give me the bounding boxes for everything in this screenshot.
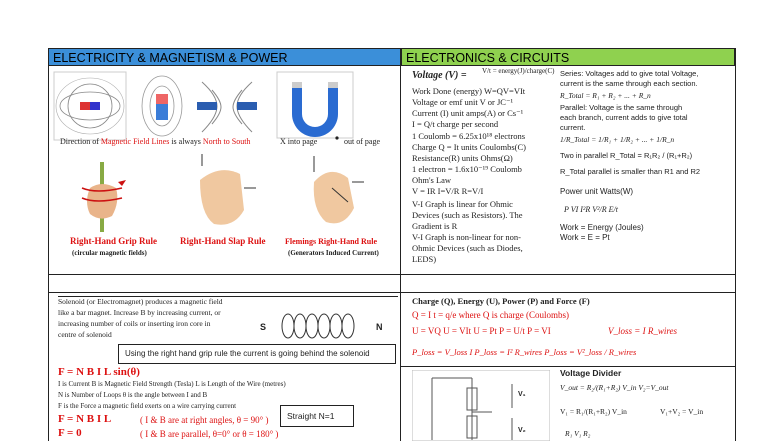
header-electronics-circuits: ELECTRONICS & CIRCUITS: [401, 48, 735, 66]
cylinder-magnet-icon: [142, 76, 182, 136]
direction-text-d: North to South: [202, 137, 251, 146]
circuit-v2-label: V₂: [518, 427, 526, 434]
direction-text-c: is always: [169, 137, 203, 146]
divider-eq-2: V₁ = R₁/(R₁+R₂) V_in: [560, 407, 627, 416]
electronics-line: V = IR I=V/R R=V/I: [412, 186, 484, 196]
electronics-line: Work Done (energy) W=QV=VIt: [412, 86, 526, 96]
solenoid-s-label: S: [260, 322, 267, 332]
electronics-line: Devices (such as Resistors). The: [412, 210, 523, 220]
electronics-line: Gradient is R: [412, 221, 458, 231]
solenoid-line: Solenoid (or Electromagnet) produces a magnetic field: [58, 297, 223, 306]
power-line: P VI I²R V²/R E/t: [564, 205, 618, 214]
electronics-line: V-I Graph is linear for Ohmic: [412, 199, 513, 209]
bar-magnet-field-icon: [54, 72, 126, 140]
solenoid-n-label: N: [376, 322, 383, 332]
series-line: R_Total = R₁ + R₂ + ... + R_n: [560, 91, 651, 100]
series-line: Series: Voltages add to give total Voltage,: [560, 69, 699, 78]
solenoid-line: like a bar magnet. Increase B by increasing current, or: [58, 308, 221, 317]
force-desc-2: N is Number of Loops θ is the angle between I and B: [58, 391, 208, 399]
series-line: 1/R_Total = 1/R₁ + 1/R₂ + ... + 1/R_n: [560, 135, 675, 144]
force-formula-2-note: ( I & B are at right angles, θ = 90° ): [140, 415, 269, 425]
solenoid-underline: [58, 296, 398, 297]
force-desc-1: I is Current B is Magnetic Field Strength (Tesla) L is Length of the Wire (metres): [58, 380, 286, 388]
divider-eq-3: V₁+V₂ = V_in: [660, 407, 704, 416]
charge-line-2: U = VQ U = VIt U = Pt P = U/t P = VI: [412, 326, 551, 336]
grid-right-border: [735, 48, 736, 441]
grip-rule-title: Right-Hand Grip Rule: [70, 236, 158, 246]
force-formula-2: F = N B I L: [58, 413, 112, 425]
out-page-caption: out of page: [344, 137, 380, 146]
electronics-line: LEDS): [412, 254, 437, 264]
electronics-line: Voltage or emf unit V or JC⁻¹: [412, 97, 514, 107]
fleming-rule-subtitle: (Generators Induced Current): [288, 249, 379, 257]
grid-row-line-2: [48, 292, 736, 293]
direction-text-a: Direction of: [60, 137, 101, 146]
fleming-hand-icon: [314, 156, 364, 223]
electronics-line: Ohm's Law: [412, 175, 452, 185]
grid-left-border: [48, 48, 49, 441]
series-line: Two in parallel R_Total = R₁R₂ / (R₁+R₂): [560, 151, 693, 160]
series-line: R_Total parallel is smaller than R1 and R2: [560, 167, 701, 176]
series-line: current is the same through each section.: [560, 79, 698, 88]
grip-rule-hand-icon: [82, 162, 126, 232]
solenoid-line: increasing number of coils or inserting iron core in: [58, 319, 211, 328]
power-line: Work = Energy (Joules): [560, 223, 644, 232]
header-electricity-magnetism: ELECTRICITY & MAGNETISM & POWER: [48, 48, 401, 66]
divider-eq-1: V_out = R₂/(R₁+R₂) V_in V₂=V_out: [560, 383, 669, 392]
slap-rule-title: Right-Hand Slap Rule: [180, 236, 266, 246]
divider-eq-4: R₁ V₁ R₂: [565, 429, 591, 438]
electronics-line: Current (I) unit amps(A) or Cs⁻¹: [412, 108, 524, 118]
fleming-rule-title: Flemings Right-Hand Rule: [285, 237, 378, 246]
electronics-line: 1 electron = 1.6x10⁻¹⁹ Coulomb: [412, 164, 522, 174]
electronics-line: V-I Graph is non-linear for non-: [412, 232, 521, 242]
power-line: Power unit Watts(W): [560, 187, 634, 196]
circuit-v1-label: V₁: [518, 391, 526, 398]
grid-row-line-1: [48, 274, 736, 275]
repelling-magnets-icon: [197, 82, 257, 132]
voltage-divider-circuit: [412, 370, 550, 441]
charge-divider-line: [401, 366, 735, 367]
electronics-line: I = Q/t charge per second: [412, 119, 499, 129]
force-formula-1: F = N B I L sin(θ): [58, 366, 140, 378]
magnet-direction-caption: [60, 136, 250, 147]
divider-title: Voltage Divider: [560, 368, 622, 378]
solenoid-coil-icon: [282, 314, 354, 338]
grip-rule-subtitle: (circular magnetic fields): [72, 249, 147, 257]
electronics-line: Charge Q = It units Coulombs(C): [412, 142, 526, 152]
into-page-caption: X into page: [280, 137, 318, 146]
series-line: Parallel: Voltage is the same through: [560, 103, 683, 112]
force-formula-3-note: ( I & B are parallel, θ=0° or θ = 180° ): [140, 429, 279, 439]
force-desc-3: F is the Force a magnetic field exerts on a wire carrying current: [58, 402, 237, 410]
solenoid-line: centre of solenoid: [58, 330, 112, 339]
voltage-fraction: V/t = energy(J)/charge(C): [482, 67, 555, 75]
series-line: each branch, current adds to give total: [560, 113, 688, 122]
electronics-line: Ohmic Devices (such as Diodes,: [412, 243, 523, 253]
out-of-page-dot-icon: [335, 136, 338, 139]
grip-rule-note-box: Using the right hand grip rule the current is going behind the solenoid: [118, 344, 396, 364]
charge-line-2b: V_loss = I R_wires: [608, 326, 677, 336]
electronics-line: Resistance(R) units Ohms(Ω): [412, 153, 513, 163]
direction-text-b: Magnetic Field Lines: [100, 137, 170, 146]
charge-line-3: P_loss = V_loss I P_loss = I² R_wires P_loss = V²_loss / R_wires: [412, 347, 637, 357]
grid-middle-border: [400, 48, 401, 441]
power-line: Work = E = Pt: [560, 233, 610, 242]
slap-rule-hand-icon: [200, 154, 256, 225]
straight-note-box: Straight N=1: [280, 405, 354, 427]
horseshoe-magnet-icon: [277, 72, 353, 138]
charge-line-1: Q = I t = q/e where Q is charge (Coulombs): [412, 310, 569, 320]
series-line: current.: [560, 123, 586, 132]
voltage-formula: Voltage (V) =: [412, 70, 467, 81]
charge-title: Charge (Q), Energy (U), Power (P) and Force (F): [412, 296, 590, 306]
force-formula-3: F = 0: [58, 427, 82, 439]
electronics-line: 1 Coulomb = 6.25x10¹⁸ electrons: [412, 131, 526, 141]
